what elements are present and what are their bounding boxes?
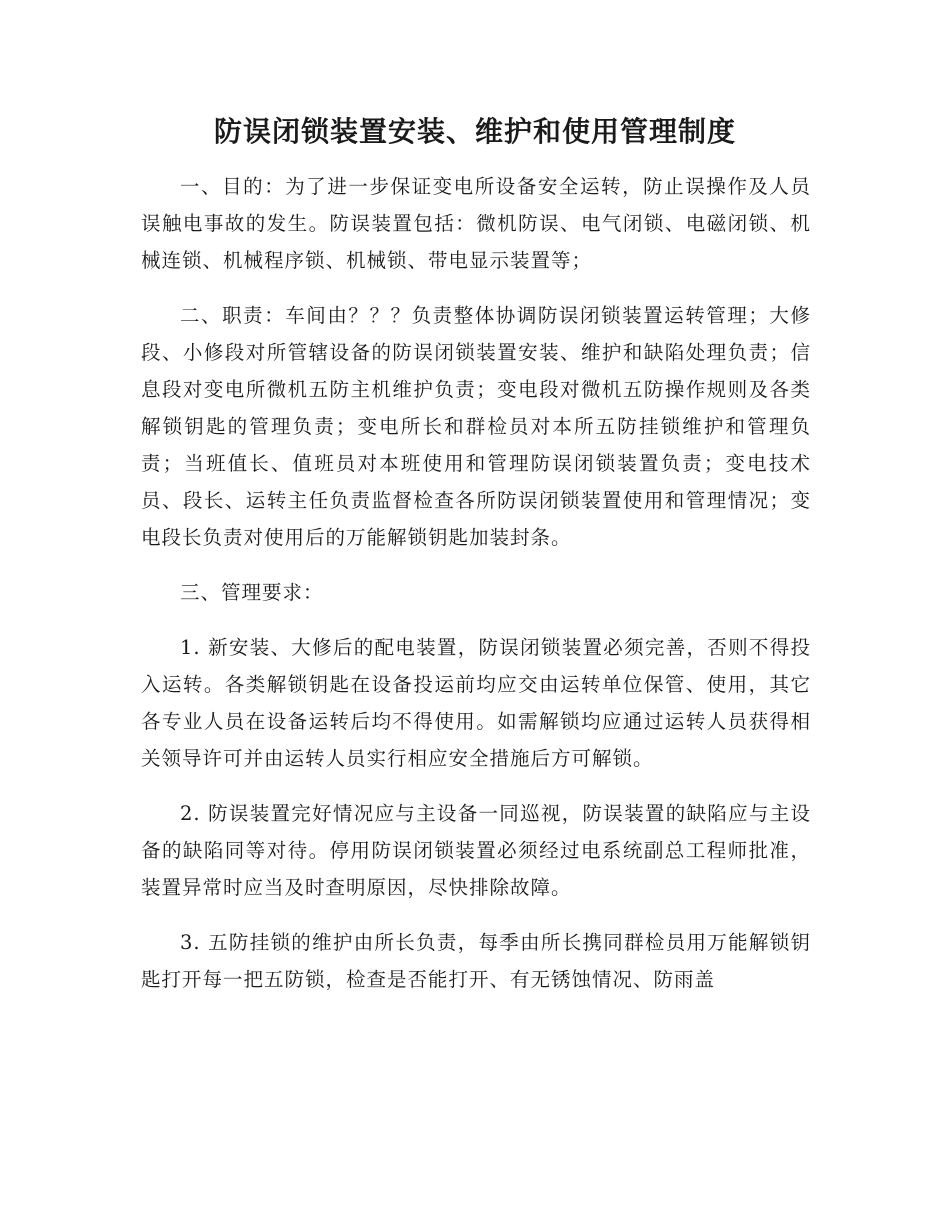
paragraph-requirement-2: 2. 防误装置完好情况应与主设备一同巡视，防误装置的缺陷应与主设备的缺陷同等对待。停用防误闭锁装置必须经过电系统副总工程师批准，装置异常时应当及时查明原因，尽快排除故障。 <box>141 802 811 899</box>
document-body <box>141 168 811 1016</box>
paragraph-requirement-3: 3. 五防挂锁的维护由所长负责，每季由所长携同群检员用万能解锁钥匙打开每一把五防锁，检查是否能打开、有无锈蚀情况、防雨盖 <box>141 931 811 991</box>
document-title: 防误闭锁装置安装、维护和使用管理制度 <box>213 115 736 148</box>
paragraph-requirements-heading: 三、管理要求： <box>180 581 324 604</box>
paragraph-responsibilities: 二、职责：车间由？？？负责整体协调防误闭锁装置运转管理；大修段、小修段对所管辖设备的防误闭锁装置安装、维护和缺陷处理负责；信息段对变电所微机五防主机维护负责；变电段对微机五防操作规则及各类解锁钥匙的管理负责；变电所长和群检员对本所五防挂锁维护和管理负责；当班值长、值班员对本班使用和管理防误闭锁装置负责；变电技术员、段长、运转主任负责监督检查各所防误闭锁装置使用和管理情况；变电段长负责对使用后的万能解锁钥匙加装封条。 <box>141 304 811 549</box>
paragraph-requirement-1: 1. 新安装、大修后的配电装置，防误闭锁装置必须完善，否则不得投入运转。各类解锁钥匙在设备投运前均应交由运转单位保管、使用，其它各专业人员在设备运转后均不得使用。如需解锁均应通过运转人员获得相关领导许可并由运转人员实行相应安全措施后方可解锁。 <box>141 636 811 770</box>
paragraph-purpose: 一、目的：为了进一步保证变电所设备安全运转，防止误操作及人员误触电事故的发生。防误装置包括：微机防误、电气闭锁、电磁闭锁、机械连锁、机械程序锁、机械锁、带电显示装置等； <box>141 175 811 272</box>
